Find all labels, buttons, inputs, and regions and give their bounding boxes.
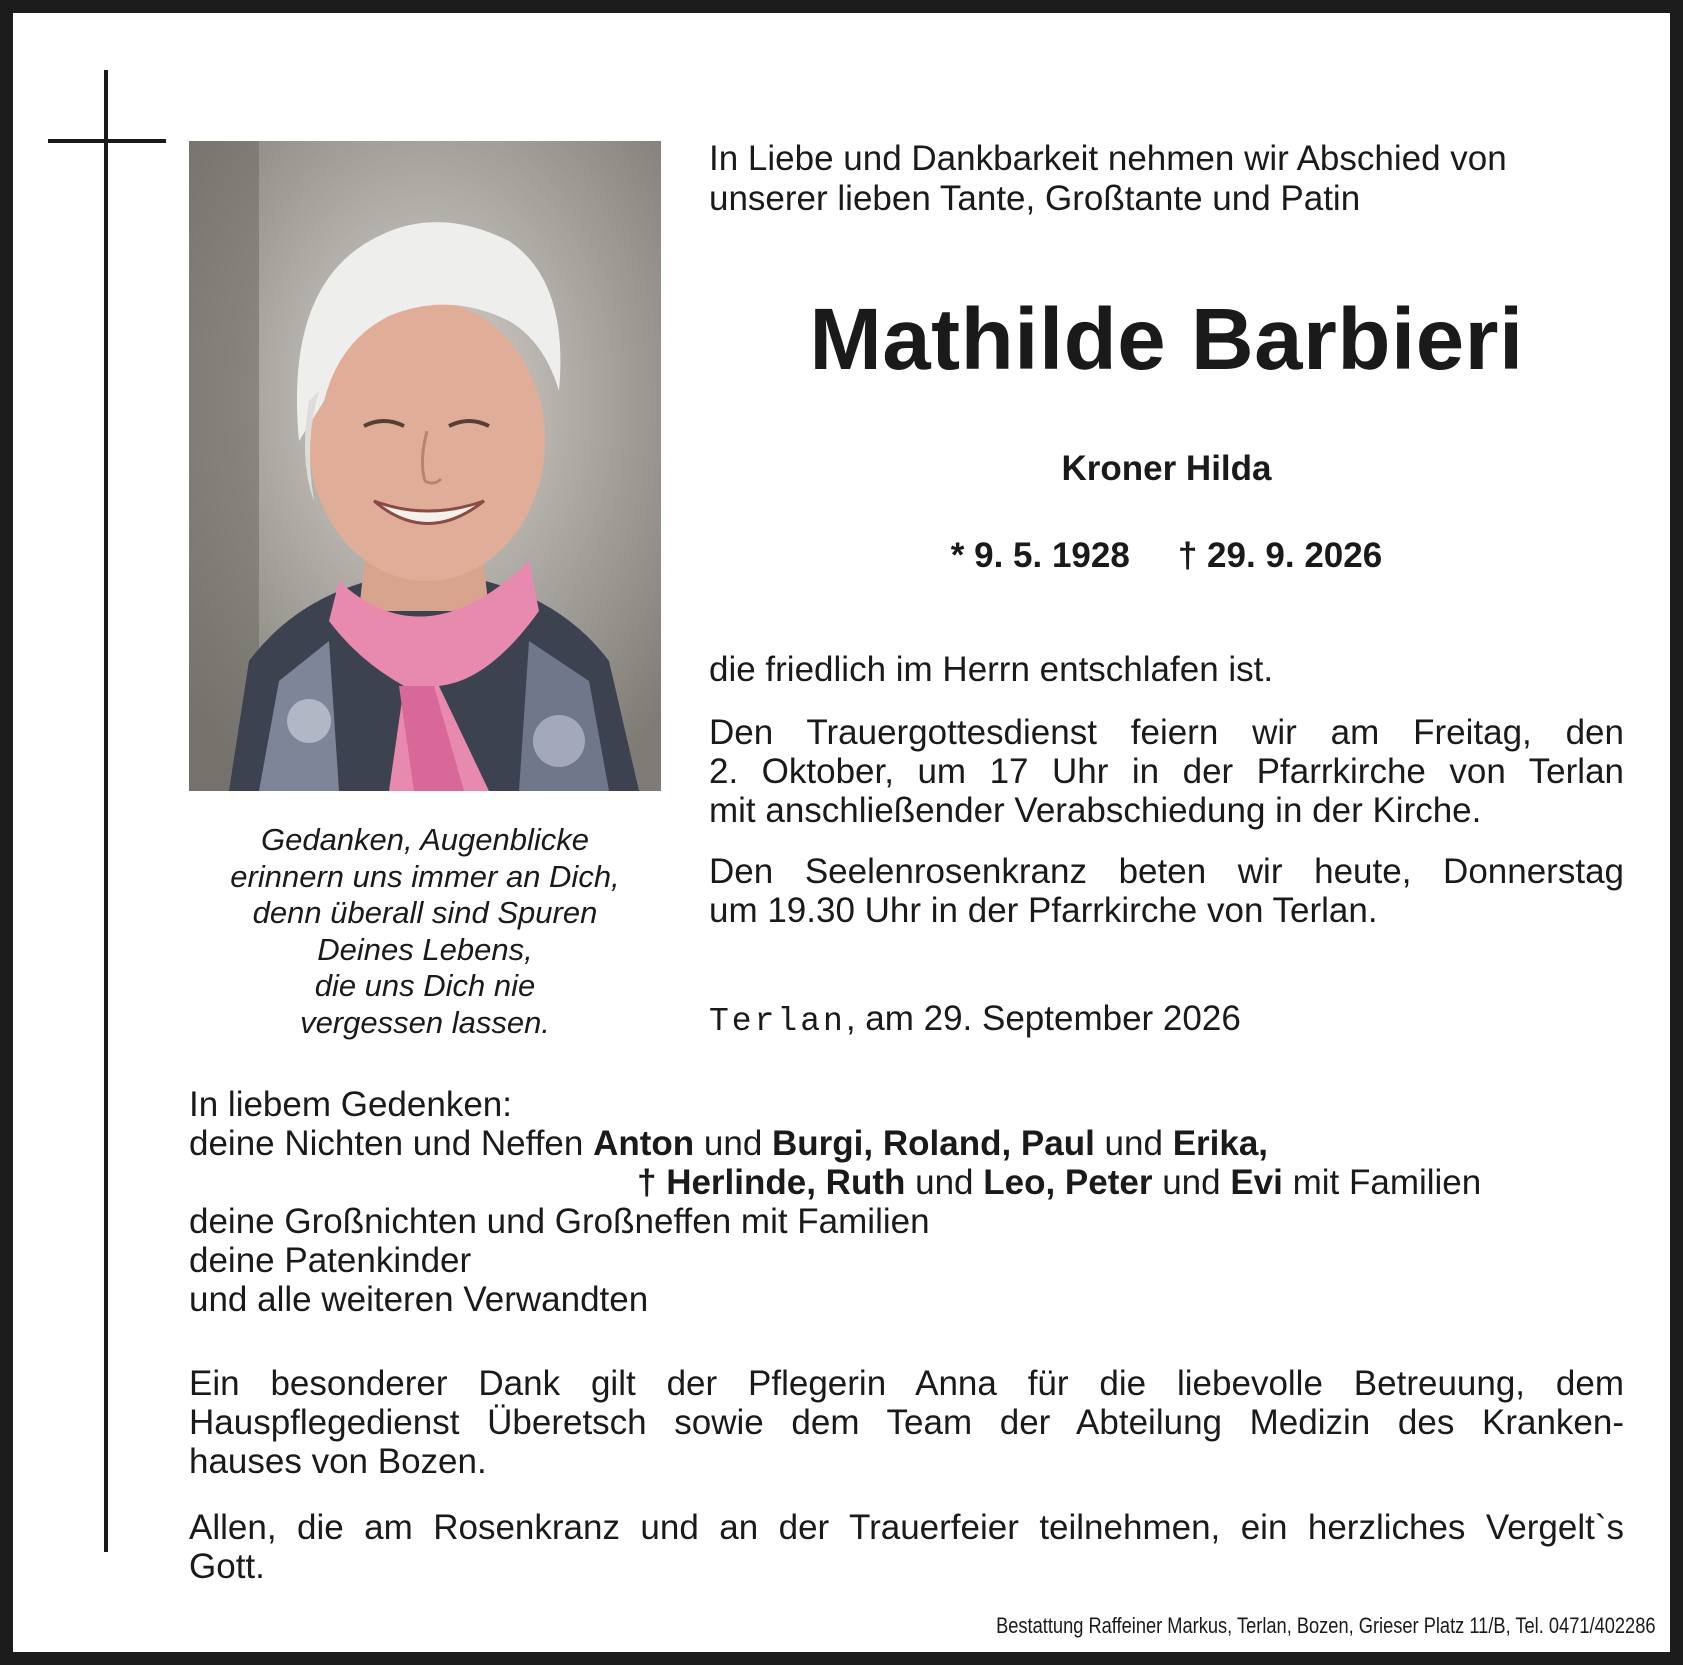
mourners-text: deine Nichten und Neffen — [189, 1124, 594, 1163]
deceased-name: Mathilde Barbieri — [809, 291, 1524, 388]
mourners-text: und — [1094, 1124, 1173, 1163]
mourner-name: Anton — [593, 1124, 695, 1163]
rosary-paragraph — [709, 852, 1624, 930]
life-dates — [709, 536, 1624, 576]
memorial-poem — [189, 822, 661, 1041]
thanks-paragraph — [189, 1364, 1624, 1481]
poem-line: die uns Dich nie — [314, 968, 536, 1003]
intro-line: In Liebe und Dankbarkeit nehmen wir Abschied von — [709, 139, 1507, 178]
portrait-photo — [189, 141, 661, 791]
mourners-text: und — [905, 1163, 984, 1202]
poem-line: denn überall sind Spuren — [252, 895, 598, 930]
poem-line: vergessen lassen. — [300, 1004, 550, 1040]
mourners-list — [189, 1085, 1639, 1319]
mourner-name: Erika, — [1172, 1124, 1269, 1163]
text-line: 2. Oktober, um 17 Uhr in der Pfarrkirche von Terlan — [709, 752, 1624, 791]
place-and-date — [709, 999, 1241, 1042]
mourner-name: Leo, Peter — [983, 1163, 1153, 1202]
mourners-text: mit Familien — [1282, 1163, 1482, 1202]
birth-date: * 9. 5. 1928 — [950, 536, 1130, 575]
passed-away-text — [709, 650, 1624, 689]
cross-icon-vertical-bar — [104, 70, 108, 1552]
mourner-name: Burgi, Roland, Paul — [772, 1124, 1095, 1163]
intro-text — [709, 139, 1624, 219]
text-line: Den Trauergottesdienst feiern wir am Freitag, den — [709, 713, 1624, 752]
text-line: Allen, die am Rosenkranz und an der Trauerfeier teilnehmen, ein herzliches Vergelt`s — [189, 1508, 1624, 1547]
mourners-text: und — [1152, 1163, 1231, 1202]
poem-line: erinnern uns immer an Dich, — [230, 858, 620, 894]
mourners-heading: In liebem Gedenken: — [189, 1085, 512, 1124]
mourners-line — [189, 1163, 1639, 1202]
poem-line: Deines Lebens, — [317, 931, 533, 967]
text-line: Gott. — [189, 1547, 265, 1586]
death-date: † 29. 9. 2026 — [1177, 536, 1383, 575]
text-line: Den Seelenrosenkranz beten wir heute, Donnerstag — [709, 852, 1624, 891]
funeral-home-footer: Bestattung Raffeiner Markus, Terlan, Bozen, Grieser Platz 11/B, Tel. 0471/402286 — [996, 1613, 1656, 1638]
text-line: hauses von Bozen. — [189, 1442, 487, 1481]
mourners-text: und — [694, 1124, 773, 1163]
closing-paragraph — [189, 1508, 1624, 1586]
text-line: die friedlich im Herrn entschlafen ist. — [709, 650, 1274, 689]
mourners-line: deine Großnichten und Großneffen mit Familien — [189, 1202, 930, 1241]
text-line: mit anschließender Verabschiedung in der Kirche. — [709, 791, 1482, 830]
mourners-line: deine Patenkinder — [189, 1241, 472, 1280]
poem-line: Gedanken, Augenblicke — [260, 822, 590, 857]
mourner-name: Evi — [1230, 1163, 1283, 1202]
funeral-service-paragraph — [709, 713, 1624, 830]
date-text: , am 29. September 2026 — [845, 999, 1241, 1038]
mourners-line: und alle weiteren Verwandten — [189, 1280, 649, 1319]
cross-icon-horizontal-bar — [48, 139, 166, 143]
place-name: Terlan — [709, 1003, 846, 1040]
text-line: Hauspflegedienst Überetsch sowie dem Team der Abteilung Medizin des Kranken- — [189, 1403, 1624, 1442]
mourner-name: † Herlinde, Ruth — [637, 1163, 906, 1202]
mourners-line — [189, 1124, 1639, 1163]
text-line: um 19.30 Uhr in der Pfarrkirche von Terlan. — [709, 891, 1378, 930]
maiden-name: Kroner Hilda — [1061, 449, 1272, 488]
text-line: Ein besonderer Dank gilt der Pflegerin Anna für die liebevolle Betreuung, dem — [189, 1364, 1624, 1403]
intro-line: unserer lieben Tante, Großtante und Patin — [709, 179, 1361, 218]
